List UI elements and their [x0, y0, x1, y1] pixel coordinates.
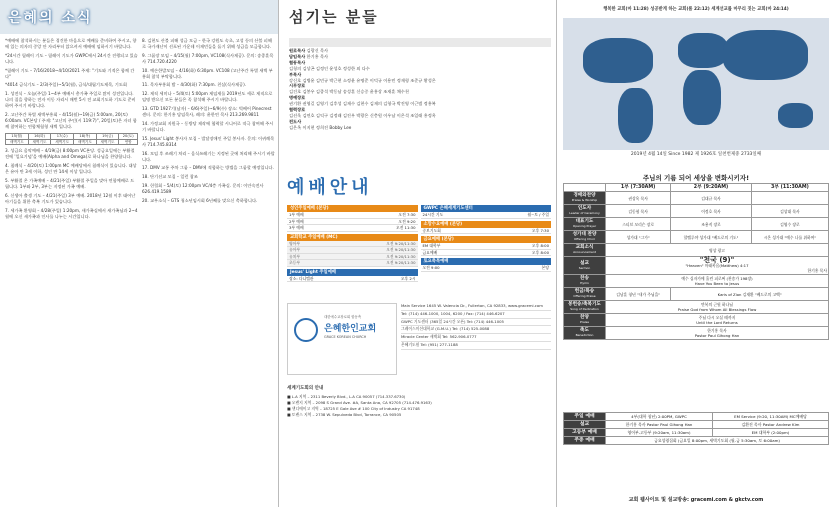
- table-cell: 17(수): [51, 133, 74, 139]
- news-item: 15. Jesus' Light 봉사자 모집 – 발달장애인 주일 봉사자. 문의: 이귀례목사 714.745.8314: [142, 135, 275, 147]
- news-item: 12. 제직 세미나 – 5/4(토) 5:00pm 제임제를 2019년도 세로 제직으로 임명 받으신 모든 분들은 꼭 참석해 주시기 바랍니다.: [142, 91, 273, 103]
- table-cell: 새벽기도: [6, 139, 29, 145]
- news-item: 8. 김현도 산불 피해 성금 모금 – 한국 강원도 속초, 고성 등의 산불 피해로 국가재난이 선포된 가운데 이재민들을 돕기 위해 성금을 모금합니다.: [142, 38, 272, 49]
- news-item: *릴레이 기도 – 7/16/2018~4/10/2021 주제: "기도와 기적은 함께 간다": [5, 67, 135, 79]
- news-item: 14. 가정교회 지원국 – 동방당 제작에 협력할 시니어로 적극 참여해 주시기 바랍니다.: [142, 120, 274, 132]
- worship-section-bar: 교회학교 주일예배 (MC): [287, 234, 418, 241]
- worship-column-2: [421, 203, 552, 282]
- worship-column-1: [287, 203, 418, 282]
- service-header: 2부 (9:20AM): [671, 184, 752, 192]
- service-row: 인도자 Leader of Ceremony 김동협 목사 이정호 목사 김상대 목사: [564, 205, 829, 218]
- continent-shape: [618, 88, 653, 143]
- news-column-2: [142, 38, 275, 503]
- logo-circle-icon: [294, 318, 318, 342]
- branch-line: ■ 오렌지 지역 – 2098 S Grand Ave. #A, Santa Ana, CA 92705 (714.476.9163): [287, 400, 432, 405]
- service-row: 찬송 Hymn 예수 십자가에 흘린 피로써 (찬송가 198장) Have You Been to Jesus: [564, 275, 829, 288]
- news-item: 3. 성금요 음악예배 – 4/19(금) 8:00pm VC본당. 성금요일에는 부활절 전에 '일요기념'을 예배(Alpha and Omega)로 하나님을 찬양합니다.: [5, 148, 135, 160]
- news-header: [0, 0, 278, 34]
- service-row: 대표기도 Opening Prayer 스티브 모리슨 장로 조용직 장로 김영수 장로: [564, 218, 829, 231]
- church-logo: 대한예수교장로회 합동측 은혜한인교회 GRACE KOREAN CHURCH: [287, 303, 397, 375]
- table-cell: 새벽기도: [51, 139, 74, 145]
- service-row: 성가대 찬양 Offering Choir 성가대 "그가" 할렐루야 성가대 "베드로의 기도" 시온 성가대 "예수 나를 위하여": [564, 231, 829, 244]
- table-cell: 새벽기도: [96, 139, 119, 145]
- schedule-row: 설교 한기홍 목사 Pastor Paul Gihong Han 김환진 목사 Pastor Andrew Kim: [564, 421, 829, 429]
- worship-row: 유치부 오전 9:20/11:30: [289, 253, 416, 259]
- staff-panel: [279, 0, 557, 507]
- worship-row: 금요예배 오후 8:00: [422, 249, 549, 255]
- branch-title: 세계기도회의 안내: [287, 386, 324, 391]
- contact-line: Main Service 1645 W. Valencia Dr., Fullerton, CA 92833, www.gracemi.com: [401, 303, 551, 311]
- worship-row: 3부 예배 오전 11:30: [289, 225, 416, 230]
- worship-section-bar: Jesus' Light 주일예배: [287, 269, 418, 276]
- order-of-service-table: [563, 183, 829, 340]
- staff-entry: 명예장로 권기환 권영길 김영기 김후성 김재수 김현수 김재의 김형국 박진영 이근범 정흥복: [289, 95, 436, 107]
- service-header: 3부 (11:30AM): [751, 184, 828, 192]
- church-motto: 행복한 교회(마 11:28) 성공받게 하는 교회(롬 22:12) 세계선교를 마무리 짓는 교회(마 24:14): [603, 7, 789, 12]
- staff-title: 섬기는 분들: [289, 8, 379, 26]
- news-item: 6. 신생아 출생 기도 – 4/21(주일) 3부 예배. 2018년 12월 이후 태어난 아기들을 위한 축복 기도가 있습니다.: [5, 192, 136, 204]
- service-row: 헌금/특송 Offering Praise 김남훈 청년 "내가 주님을" Karis of Zion 김재환 "베드로의 고백": [564, 288, 829, 301]
- news-item: 7. 세가족 환영회 – 4/28(주일) 1:20pm, 새가족실에서 새가족님과 2~4월에 오신 새가족과 인사를 나누는 시간입니다.: [5, 207, 138, 219]
- service-row: 설교 Sermon "천국 (9)" "Heaven" 마태복음(Matthew) 4:17 한기홍 목사: [564, 257, 829, 275]
- contact-line: Tel: (714) 446-1000, 1004, 6200 / Fax: (714) 446-6207: [401, 311, 551, 319]
- staff-entry: 담임목사 한기홍 목사: [289, 53, 329, 59]
- service-row: 교회소식 Announcement 영상 광고: [564, 244, 829, 257]
- table-cell: 새벽기도: [28, 139, 51, 145]
- staff-entry: 전도사 김은옥 이지현 정희진 Bobby Lee: [289, 118, 352, 130]
- worship-row: 장소: 다니엘관 오후 2시: [289, 275, 416, 281]
- news-item: 11. 목자부흥회 밤 – 4/30(화) 7:30pm. 친실(식사제공).: [142, 82, 247, 88]
- continent-shape: [683, 70, 721, 125]
- contact-lines: [401, 303, 551, 375]
- worship-section-bar: 소망수요예배 (본당): [421, 221, 552, 228]
- schedule-row: 주중 예배 금요성령집회 (금요일 8:00pm, 새벽기도회 (월-금 5:30am, 토 6:00am): [564, 437, 829, 445]
- worship-row: 1부 예배 오전 7:30: [289, 212, 416, 217]
- news-item: 17. DMV 교통 주차 그룹 – DMV에 적합하는 방법을 그룹할 예정입니다.: [142, 165, 274, 171]
- worship-section-bar: 토요축복예배: [421, 258, 552, 265]
- worship-grid: [287, 203, 551, 282]
- service-row: 축도 Benediction 한기홍 목사 Pastor Paul Gihong Han: [564, 327, 829, 340]
- staff-entry: 협동목사 김청의 김상곤 김정인 윤성호 정성한 외 다수: [289, 59, 370, 71]
- worship-row: 2부 예배 오전 9:20: [289, 218, 416, 224]
- staff-entry: 부목사 강신호 김병윤 김민규 박근현 소정윤 유명준 이덕규 이용민 정재형 조준규 황성은: [289, 71, 436, 83]
- worship-row: 유아부 오전 9:20/11:30: [289, 247, 416, 252]
- worship-section-bar: GWPC 은혜세계기도센터: [421, 205, 552, 212]
- service-header: 1부 (7:30AM): [606, 184, 671, 192]
- service-row: 봉헌송/축복기도 Song of Dedication 만복의 근원 하나님 Praise God from Whom All Blessings Flow: [564, 301, 829, 314]
- branch-line: ■ 샌디에이고 지역 – 18725 E Gale Ave # 100 City of Industry CA 91748: [287, 406, 420, 411]
- staff-entry: 협력장로 김선욱 김연호 김익구 김정래 김진우 박광은 신충원 이우남 이은석 조일래 홍정옥: [289, 107, 436, 118]
- worship-row: 중보기도회 오후 7:30: [422, 227, 549, 233]
- continent-shape: [678, 33, 728, 68]
- schedule-row: 주일 예배 4부(대학 청년) 2:00PM, GWPC EM Service (9:20, 11:30AM) MC예배당: [564, 413, 829, 421]
- worship-row: 24시간 기도 월~토 / 주일: [422, 212, 549, 217]
- world-map-image: [563, 18, 829, 150]
- worship-title: 예배안내: [287, 177, 373, 198]
- news-item: 2. 고난주간 특별 새벽부흥회 – 4/15(월)~19(금) 5:00am, 20(토) 6:00am. VC본당 / 주제: "고난의 주인(시 119:7)", 20일(토)은 자녀 함께 참여하는 연합체험형 새벽 입니다.: [5, 112, 137, 129]
- schedule-row: 고등부 예배 영어부-고등부 (9:20am, 11:30am) EM 대학부 (2:00pm): [564, 429, 829, 437]
- worship-row: 오전 9:00 본당: [422, 265, 549, 270]
- news-item: *24시간 릴레이 기도 – 릴레이 기도가 GWPC에서 24시간 진행되고 있습니다.: [5, 52, 138, 64]
- worship-row: 영아부 오전 9:20/11:30: [289, 240, 416, 246]
- news-item: 18. 단기선교 모집 – 일런 참조: [142, 174, 198, 180]
- news-item: *예배에 참석하시는 분들은 경건한 마음으로 예배를 준비하여 주시고, 향에 있는 의자의 중앙 안 자리부터 앉으셔서 예배에 임하시기 바랍니다.: [5, 38, 137, 49]
- date-info: 2019년 4월 14일 Since 1982 제 1926호 일천번제중 2733일째: [630, 152, 762, 157]
- service-row: 경배와찬양 Praise & Worship 권상욱 목사 김대규 목사: [564, 192, 829, 205]
- order-of-service-panel: [557, 0, 835, 507]
- continent-shape: [778, 103, 813, 128]
- worship-row: 초등부 오전 9:20/11:30: [289, 260, 416, 265]
- news-column-1: [5, 38, 138, 503]
- contact-line: GWPC 기도센터 (365일 24시간 오픈) Tel: (714) 446-1005: [401, 319, 551, 327]
- staff-entry: 원로목사 김광신 목사: [289, 48, 329, 53]
- news-item: 10. 예손한발모임 – 4/16(화) 6:30pm. VC108 /고난주간 특별 새벽 부흥회 참석 부탁합니다.: [142, 67, 273, 79]
- yearly-theme: 주님의 기름 되어 세상을 변화시키자!: [642, 174, 750, 182]
- table-cell: 16(화): [28, 133, 51, 139]
- news-title: 은혜의 소식: [8, 10, 93, 26]
- branch-line: ■ L.A 지역 – 2311 Beverly Blvd., L.A CA 90057 (714.337.6730): [287, 394, 406, 399]
- website-footer: 교회 웹사이트 및 설교방송: gracemi.com & gkctv.com: [628, 497, 764, 503]
- worship-section-bar: 금요예배 (본당): [421, 236, 552, 243]
- table-cell: 새벽기도: [74, 139, 97, 145]
- news-item: 9. 그룹장 모임 – 4/15(월) 7:00pm, VC108(식사제공). 문의: 송종훈목사 714.720.4220: [142, 52, 274, 64]
- contact-line: 그레이스미션대학교 (G.M.U.) Tel: (714) 525-0088: [401, 326, 551, 334]
- table-cell: 18(목): [74, 133, 97, 139]
- contact-line: Miracle Center 새벽회 Tel: 562-906-0777: [401, 334, 551, 342]
- news-item: 5. 부활절 온 가족예배 – 4/21(주일) 부활절 주일을 맞아 연합예배로 드립니다. 1부와 2부, 3부는 지정된 가족 예배.: [5, 178, 135, 189]
- news-panel: [0, 0, 278, 507]
- branch-line: ■ 토랜스 지역 – 2738 W. Sepulveda Blvd, Torrance, CA 90505: [287, 412, 402, 417]
- table-cell: 19(금): [96, 133, 119, 139]
- branch-list: [287, 386, 551, 418]
- table-cell: 15(월): [6, 133, 29, 139]
- worship-row: EM 대학부 오후 8:00: [422, 243, 549, 248]
- contact-line: 은혜기도원 Tel: (951) 277-1188: [401, 342, 551, 350]
- news-item: 19. 헌혈회 – 5/4(토) 12:00pm VC/4층 가족실. 문의: 이안숙전사 626.419.1589: [142, 183, 264, 195]
- continent-shape: [723, 30, 808, 80]
- news-item: 4. 침례식 – 4/20(토) 1:00pm MC 예배당에서 침례식이 있습니다. 대상은 유아 만 3세 이하, 성인 만 14세 이상 입니다.: [5, 163, 137, 175]
- table-cell: 연합: [119, 139, 138, 145]
- news-item: 20. 교우소식 – GTS 청소년임시회 6년째를 맞으신 축하합니다.: [142, 198, 258, 204]
- staff-entry: 시무장로 김건호 김봉우 김종석 박동남 송성훈 신승중 윤홍상 조재훈 채수천: [289, 83, 409, 95]
- news-item: 1. 성전식 – 오늘(주일) 1~4부 예배시 총가족 주일로 많이 성전입니다. 나의 집을 향하는 전자 이동 자리시 매번 5시 전 교회기도하 기도로 준비하여 주시기 바랍니다.: [5, 91, 136, 109]
- news-item: *4014 금식기도 – 2/3(주일)~5/1(월), 금식/대립기도제목, 기도회: [5, 82, 127, 88]
- schedule-table: [5, 133, 138, 146]
- continent-shape: [583, 38, 653, 83]
- staff-list: [289, 48, 551, 131]
- contact-block: [287, 303, 551, 375]
- service-row: 찬양 Praise 주님 다시 오실 때까지 Until the Lord Returns: [564, 314, 829, 327]
- weekly-schedule-table: [563, 412, 829, 445]
- worship-section-bar: 성인주일예배 (본당): [287, 205, 418, 212]
- table-cell: 20(토): [119, 133, 138, 139]
- divider-bar: [289, 38, 551, 47]
- news-item: 16. 모임 후 쓰레기 처리 – 음식쓰레기는 지정된 곳에 처리해 주시기 바랍니다.: [142, 150, 275, 162]
- news-item: 13. GTD 1927기(남자) – 6/6(주일)~6/9(수) 장소: 빅베어 Pinecrest 센터. 문의: 한기홍 담임목사, 레의: 윤한연 목사 213.269.9811: [142, 106, 272, 118]
